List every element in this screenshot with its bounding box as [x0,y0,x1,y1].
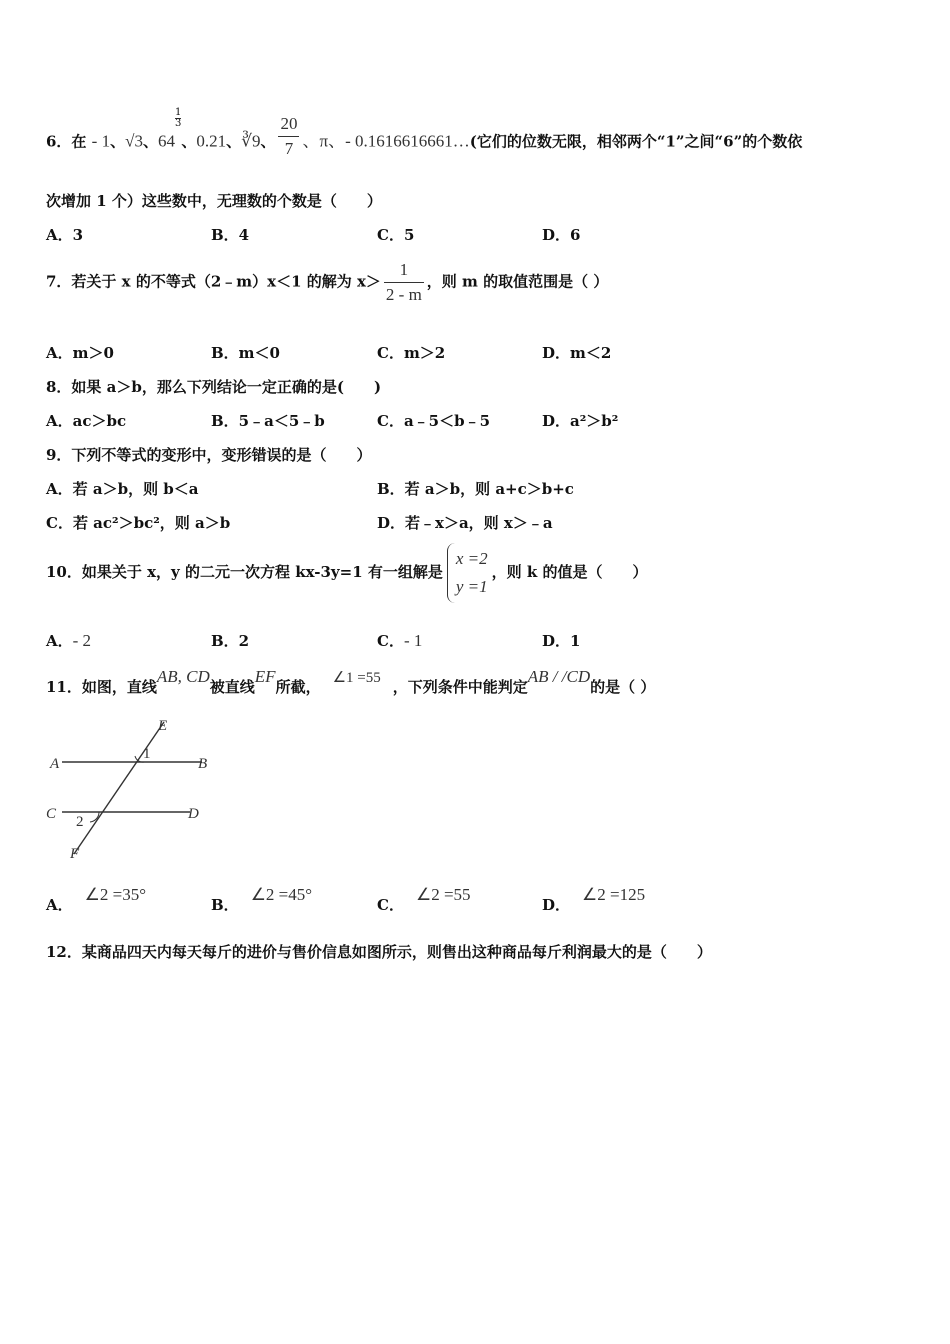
q6-item: - 1 [91,131,111,151]
q10-opt-a-math: - 2 [72,631,92,650]
q7-prefix: 7．若关于 x 的不等式（2﹣m）x＜1 的解为 x＞ [46,272,381,291]
q6-rest-text: (它们的位数无限，相邻两个“1”之间“6”的个数依 [469,132,803,151]
q11-opt-b-math: ∠2 =45° [250,885,313,904]
q10-option-d [542,630,580,651]
label-angle-2: 2 [76,814,84,830]
q6-exponent [175,108,181,129]
q11-math-ab-cd: AB, CD [156,667,210,686]
q6-repeating-decimal: 0.21 [196,131,227,151]
q11-option-c [377,885,471,915]
question-7 [46,260,608,305]
q8-option-c: C．a﹣5＜b﹣5 [377,412,491,430]
q10-eq2: y =1 [455,577,488,596]
q10-opt-c-label: C． [377,632,404,650]
q11-text-4: ，下列条件中能判定 [392,678,528,696]
q7-option-d: D．m＜2 [542,344,612,362]
q6-prefix: 6．在 [46,132,87,151]
q11-math-parallel: AB / /CD [527,667,591,686]
q6-sep: 、 [260,132,276,151]
q10-opt-a-label: A． [46,632,73,650]
label-d: D [188,806,199,822]
q11-opt-c-label: C． [377,896,404,914]
question-8: 8．如果 a＞b，那么下列结论一定正确的是( ) [46,378,382,396]
q10-option-c [377,630,422,651]
q6-exp-num: 1 [174,107,182,118]
q10-opt-c-math: - 1 [403,631,423,650]
label-b: B [198,756,208,772]
q6-frac-num: 20 [280,114,298,133]
q7-option-c: C．m＞2 [377,344,446,362]
question-12: 12．某商品四天内每天每斤的进价与售价信息如图所示，则售出这种商品每斤利润最大的是（ ） [46,943,712,961]
question-6-line-2: 次增加 1 个）这些数中，无理数的个数是（ ） [46,192,382,210]
q6-sqrt3: √3 [125,131,143,151]
q10-opt-b-label: B．2 [211,632,250,650]
q6-exp-den: 3 [174,118,182,129]
q11-opt-c-math: ∠2 =55 [415,885,471,904]
q6-sep: 、 [226,132,242,151]
label-c: C [46,806,57,822]
q10-suffix: ，则 k 的值是（ ） [491,563,648,581]
q10-opt-d-label: D．1 [542,632,581,650]
question-10 [46,543,648,603]
q10-eq1: x =2 [455,549,488,568]
q9-option-d: D．若﹣x＞a，则 x＞﹣a [377,514,553,532]
q11-opt-a-label: A． [46,896,73,914]
q9-option-c: C．若 ac²＞bc²，则 a＞b [46,514,231,532]
q11-opt-d-label: D． [542,896,571,914]
q7-option-b: B．m＜0 [211,344,280,362]
q11-figure [40,712,220,862]
q6-rest-math: 、π、- 0.1616616661… [302,131,470,151]
q6-option-c: C．5 [377,226,415,244]
q6-64: 64 [157,131,175,151]
q8-option-d: D．a²＞b² [542,412,619,430]
question-6-line-1 [46,107,803,165]
q6-frac-den: 7 [278,136,299,159]
q6-cuberoot9: ∛9 [241,131,261,151]
q6-sep: 、 [181,132,197,151]
question-11 [46,667,656,697]
label-a: A [50,756,60,772]
q6-fraction [278,114,299,159]
q7-suffix: ，则 m 的取值范围是（ ） [426,272,609,291]
q6-sep: 、 [110,132,126,151]
label-angle-1: 1 [143,746,151,762]
q11-option-a [46,885,147,915]
q11-opt-d-math: ∠2 =125 [582,885,646,904]
q11-text-1: 11．如图，直线 [46,678,157,696]
q7-frac-num: 1 [399,260,409,279]
question-9: 9．下列不等式的变形中，变形错误的是（ ） [46,446,372,464]
label-e: E [158,718,168,734]
q11-opt-a-math: ∠2 =35° [84,885,147,904]
q11-math-ef: EF [254,667,276,686]
q11-opt-b-label: B． [211,896,239,914]
q6-sep: 、 [142,132,158,151]
q11-text-2: 被直线 [209,678,255,696]
q11-text-3: 所截， [275,678,321,696]
q9-option-a: A．若 a＞b，则 b＜a [46,480,199,498]
line-ef [74,722,164,854]
q7-option-a: A．m＞0 [46,344,114,362]
q11-math-angle1: ∠1 =55 [332,670,381,686]
q8-option-b: B．5﹣a＜5﹣b [211,412,325,430]
q6-option-a: A．3 [46,226,84,244]
q9-option-b: B．若 a＞b，则 a+c＞b+c [377,480,574,498]
q7-fraction [384,260,424,305]
q10-option-b [211,630,249,651]
q11-option-d [542,885,646,915]
q10-equation-system [447,543,488,603]
q11-text-5: 的是（ ） [590,678,656,696]
q10-option-a [46,630,91,651]
q8-option-a: A．ac＞bc [46,412,127,430]
q6-option-d: D．6 [542,226,581,244]
q11-option-b [211,885,313,915]
q10-prefix: 10．如果关于 x，y 的二元一次方程 kx-3y=1 有一组解是 [46,563,443,581]
q6-option-b: B．4 [211,226,250,244]
label-f: F [70,846,80,862]
q7-frac-den: 2 - m [384,282,424,305]
